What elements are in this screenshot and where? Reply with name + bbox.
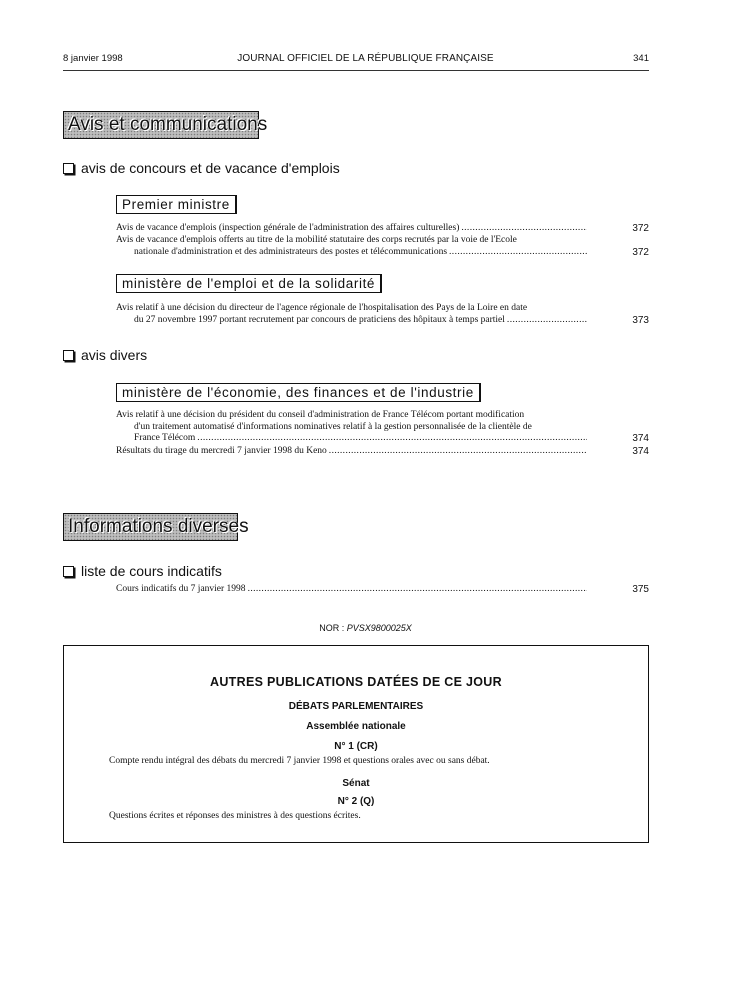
toc-entry[interactable] xyxy=(116,223,649,235)
toc-entry[interactable] xyxy=(116,410,649,445)
header-date: 8 janvier 1998 xyxy=(63,53,123,64)
toc-entry-page: 375 xyxy=(632,584,649,595)
toc-entry[interactable] xyxy=(116,446,649,458)
ministry-premier-ministre: Premier ministre xyxy=(116,195,237,214)
assemblee-heading: Assemblée nationale xyxy=(306,721,406,732)
nor-reference xyxy=(0,623,731,633)
leader-dots xyxy=(329,446,587,458)
toc-entry-text: du 27 novembre 1997 portant recrutement par concours de praticiens des hôpitaux à temps partiel xyxy=(134,314,505,325)
leader-dots xyxy=(449,247,587,259)
publications-subtitle: DÉBATS PARLEMENTAIRES xyxy=(288,701,424,712)
publications-title: AUTRES PUBLICATIONS DATÉES DE CE JOUR xyxy=(210,675,502,689)
toc-entry-text: Résultats du tirage du mercredi 7 janvier 1998 du Keno xyxy=(116,446,327,456)
heading-avis-divers-label: avis divers xyxy=(81,347,148,363)
heading-concours xyxy=(63,160,340,176)
checkbox-icon xyxy=(63,350,74,361)
toc-entry-page: 372 xyxy=(632,223,649,234)
nor-code: PVSX9800025X xyxy=(346,623,412,633)
checkbox-icon xyxy=(63,163,74,174)
toc-entry-page: 374 xyxy=(632,446,649,457)
heading-cours-label: liste de cours indicatifs xyxy=(81,563,222,579)
header-page-number: 341 xyxy=(633,53,649,64)
header-rule xyxy=(63,70,649,71)
toc-entry-page: 373 xyxy=(632,314,649,326)
toc-entry-text: Avis relatif à une décision du président du conseil d'administration de France Télécom portant modification xyxy=(116,410,525,420)
toc-entry-text: Cours indicatifs du 7 janvier 1998 xyxy=(116,584,246,594)
ministry-emploi-solidarite: ministère de l'emploi et de la solidarité xyxy=(116,274,382,293)
header-journal-title: JOURNAL OFFICIEL DE LA RÉPUBLIQUE FRANÇAISE xyxy=(237,53,494,64)
senat-number: N° 2 (Q) xyxy=(337,796,375,807)
assemblee-description: Compte rendu intégral des débats du mercredi 7 janvier 1998 et questions orales avec ou sans débat. xyxy=(109,756,490,766)
toc-entry-page: 372 xyxy=(632,246,649,258)
toc-entry-text: Avis de vacance d'emplois offerts au titre de la mobilité statutaire des corps recrutés par la voie de l'Ecole xyxy=(116,235,517,245)
toc-entry-text: Avis relatif à une décision du directeur de l'agence régionale de l'hospitalisation des Pays de la Loire en date xyxy=(116,303,528,313)
leader-dots xyxy=(461,223,587,235)
ministry-economie-finances: ministère de l'économie, des finances et de l'industrie xyxy=(116,383,481,402)
heading-avis-divers xyxy=(63,347,147,363)
heading-cours-indicatifs xyxy=(63,563,222,579)
toc-entry[interactable] xyxy=(116,235,649,258)
assemblee-number: N° 1 (CR) xyxy=(334,741,378,752)
toc-entry-page: 374 xyxy=(632,433,649,444)
toc-entry[interactable] xyxy=(116,584,649,596)
nor-label: NOR : xyxy=(319,623,345,633)
toc-entry[interactable] xyxy=(116,303,649,326)
heading-concours-label: avis de concours et de vacance d'emplois xyxy=(81,160,340,176)
leader-dots xyxy=(197,433,587,445)
checkbox-icon xyxy=(63,566,74,577)
section-banner-informations: Informations diverses xyxy=(63,513,238,541)
section-banner-avis: Avis et communications xyxy=(63,111,259,139)
senat-heading: Sénat xyxy=(342,778,370,789)
leader-dots xyxy=(507,315,587,327)
leader-dots xyxy=(248,584,587,596)
toc-entry-text: France Télécom xyxy=(134,433,196,443)
senat-description: Questions écrites et réponses des ministres à des questions écrites. xyxy=(109,811,361,821)
other-publications-box xyxy=(63,645,649,843)
toc-entry-text: nationale d'administration et des administrateurs des postes et télécommunications xyxy=(134,246,448,257)
toc-entry-text: Avis de vacance d'emplois (inspection générale de l'administration des affaires culturelles) xyxy=(116,223,460,233)
toc-entry-text: d'un traitement automatisé d'informations nominatives relatif à la gestion personnalisée de la clientèle de xyxy=(134,421,532,432)
